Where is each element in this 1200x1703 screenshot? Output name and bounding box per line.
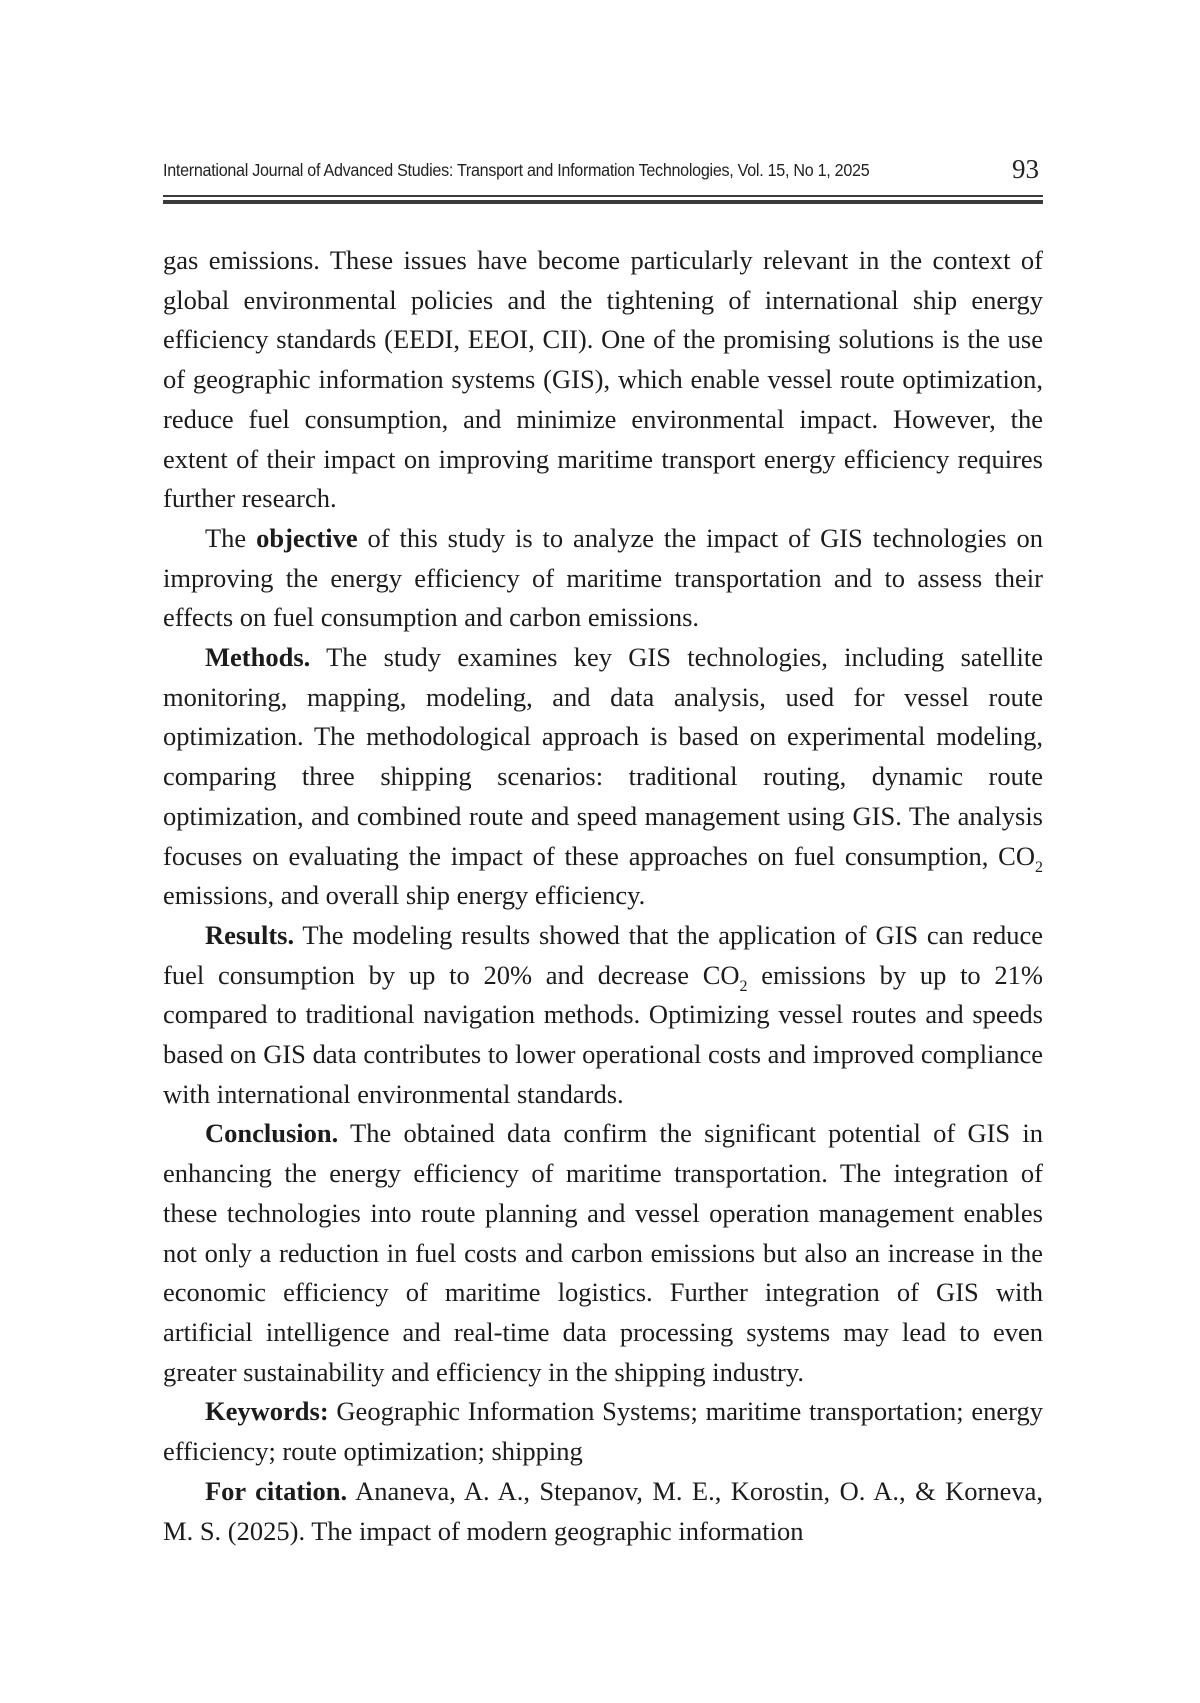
abstract-body	[163, 241, 1043, 1551]
conclusion-text: The obtained data confirm the significant potential of GIS in enhancing the energy efficiency of maritime transportation. The integration of these technologies into route planning and vessel operation management enables not only a reduction in fuel costs and carbon emissions but also an increase in the economic efficiency of maritime logistics. Further integration of GIS with artificial intelligence and real-time data processing systems may lead to even greater sustainability and efficiency in the shipping industry.	[163, 1118, 1043, 1387]
header-rule-thick	[163, 200, 1043, 204]
intro-paragraph	[163, 241, 1043, 519]
citation-text: Ananeva, A. A., Stepanov, M. E., Korostin, O. A., & Korneva, M. S. (2025). The impact of modern geographic information	[163, 1475, 1043, 1546]
keywords-label: Keywords:	[205, 1396, 329, 1427]
keywords-paragraph	[163, 1392, 1043, 1471]
objective-label: objective	[256, 522, 358, 553]
methods-co2-subscript: 2	[1035, 858, 1043, 876]
methods-text-b: emissions, and overall ship energy efficiency.	[163, 880, 646, 911]
results-text-b: emissions by up to 21% compared to traditional navigation methods. Optimizing vessel routes and speeds based on GIS data contributes to lower operational costs and improved compliance with international environmental standards.	[163, 959, 1043, 1109]
objective-text: of this study is to analyze the impact of GIS technologies on improving the energy efficiency of maritime transportation and to assess their effects on fuel consumption and carbon emissions.	[163, 522, 1043, 633]
intro-text: gas emissions. These issues have become particularly relevant in the context of global environmental policies and the tightening of international ship energy efficiency standards (EEDI, EEOI, CII). One of the promising solutions is the use of geographic information systems (GIS), which enable vessel route optimization, reduce fuel consumption, and minimize environmental impact. However, the extent of their impact on improving maritime transport energy efficiency requires further research.	[163, 245, 1043, 514]
page-number: 93	[1012, 154, 1039, 184]
results-co2-subscript: 2	[739, 977, 748, 995]
citation-label: For citation.	[205, 1475, 348, 1506]
results-paragraph	[163, 916, 1043, 1115]
results-label: Results.	[205, 919, 295, 950]
running-header	[163, 154, 1043, 188]
methods-text-a: The study examines key GIS technologies, including satellite monitoring, mapping, modeling, and data analysis, used for vessel route optimization. The methodological approach is based on experimental modeling, comparing three shipping scenarios: traditional routing, dynamic route optimization, and combined route and speed management using GIS. The analysis focuses on evaluating the impact of these approaches on fuel consumption, CO	[163, 642, 1043, 871]
objective-paragraph	[163, 519, 1043, 638]
methods-label: Methods.	[205, 642, 311, 673]
conclusion-paragraph	[163, 1114, 1043, 1392]
journal-title: International Journal of Advanced Studies: Transport and Information Technologies, Vol. 15, No 1, 2025	[163, 160, 870, 180]
header-rule-thin	[163, 195, 1043, 197]
citation-paragraph	[163, 1472, 1043, 1551]
objective-prefix: The	[205, 522, 257, 553]
conclusion-label: Conclusion.	[205, 1118, 339, 1149]
keywords-text: Geographic Information Systems; maritime transportation; energy efficiency; route optimization; shipping	[163, 1396, 1043, 1467]
results-text-a: The modeling results showed that the application of GIS can reduce fuel consumption by up to 20% and decrease CO	[163, 919, 1043, 990]
methods-paragraph	[163, 638, 1043, 916]
